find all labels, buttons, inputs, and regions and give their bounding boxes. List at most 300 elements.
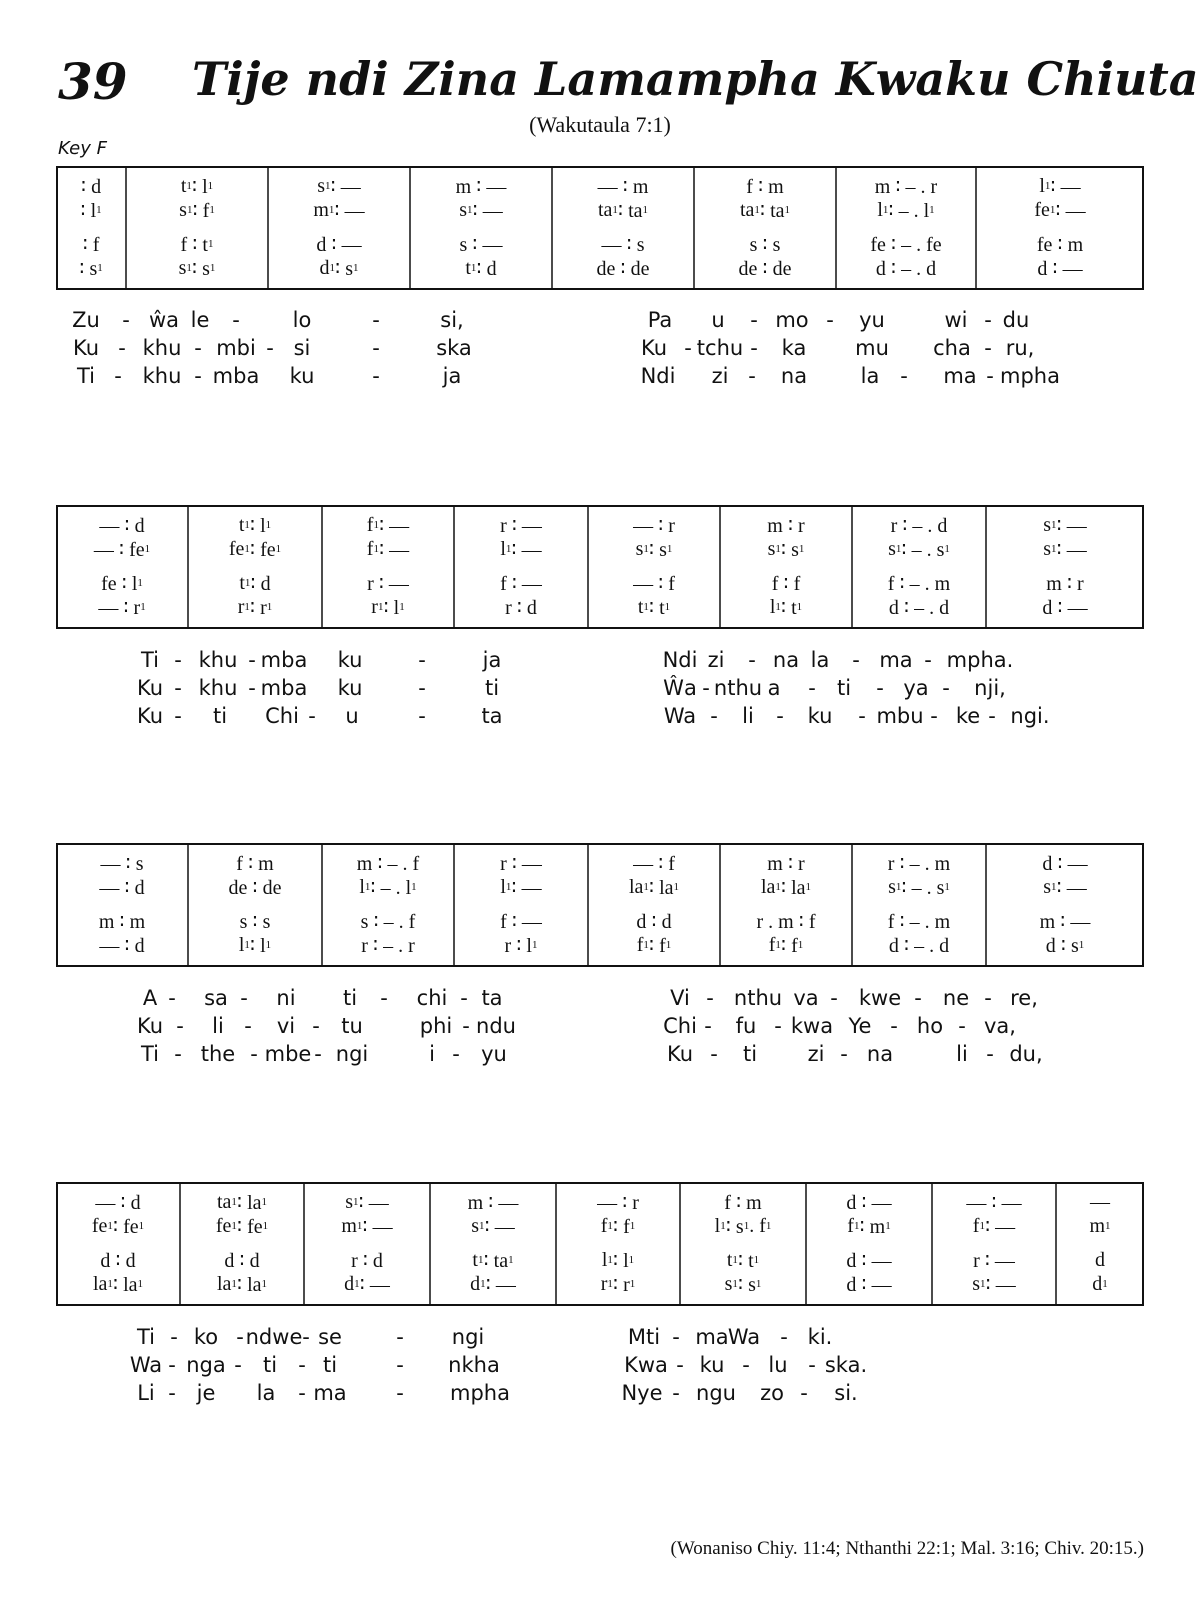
- lyric-syllable: lu: [768, 1353, 788, 1377]
- syllable-hyphen: -: [114, 364, 122, 388]
- lyric-syllable: li: [742, 704, 754, 728]
- solfa-cell: s ∶ s: [749, 233, 781, 256]
- solfa-cell: l 1 ∶ —: [500, 875, 542, 899]
- solfa-cell: f ∶ m: [236, 852, 274, 875]
- syllable-hyphen: -: [704, 1014, 712, 1038]
- syllable-hyphen: -: [858, 704, 866, 728]
- solfa-cell: fe ∶ – . fe: [870, 233, 942, 256]
- lyric-syllable: mbu: [876, 704, 924, 728]
- solfa-cell: f ∶ —: [500, 572, 542, 595]
- solfa-cell: s 1 ∶ —: [972, 1272, 1016, 1296]
- lyric-syllable: nji,: [974, 676, 1006, 700]
- syllable-hyphen: -: [266, 336, 274, 360]
- syllable-hyphen: -: [240, 986, 248, 1010]
- lyric-syllable: chi: [416, 986, 448, 1010]
- lyric-syllable: mba: [260, 648, 308, 672]
- syllable-hyphen: -: [672, 1325, 680, 1349]
- lyric-syllable: ti: [322, 1353, 338, 1377]
- solfa-cell: de ∶ de: [738, 257, 792, 280]
- lyric-syllable: la: [810, 648, 830, 672]
- syllable-hyphen: -: [984, 308, 992, 332]
- solfa-cell: d ∶ d: [636, 910, 672, 933]
- lyric-syllable: A: [142, 986, 158, 1010]
- syllable-hyphen: -: [986, 364, 994, 388]
- lyric-syllable: nkha: [448, 1353, 500, 1377]
- syllable-hyphen: -: [234, 1353, 242, 1377]
- lyric-syllable: yu: [481, 1042, 507, 1066]
- solfa-cell: d ∶ – . d: [888, 596, 950, 619]
- solfa-cell: d ∶ —: [316, 233, 362, 256]
- lyric-line: [0, 308, 1200, 336]
- lyric-syllable: si: [293, 336, 311, 360]
- solfa-cell: m ∶ r: [767, 514, 805, 537]
- lyric-line: [0, 1325, 1200, 1353]
- solfa-cell: r ∶ l 1: [504, 934, 538, 957]
- hymn-subtitle: (Wakutaula 7:1): [529, 112, 671, 137]
- solfa-cell: s ∶ —: [459, 233, 503, 256]
- solfa-cell: fe ∶ m: [1036, 233, 1084, 256]
- lyric-syllable: nthu: [713, 676, 763, 700]
- lyric-syllable: cha: [933, 336, 971, 360]
- lyric-syllable: Vi: [670, 986, 690, 1010]
- lyric-syllable: na: [780, 364, 808, 388]
- syllable-hyphen: -: [748, 364, 756, 388]
- solfa-cell: f 1 ∶ f 1: [600, 1214, 636, 1238]
- lyric-syllable: ta: [481, 704, 503, 728]
- lyric-syllable: ya: [903, 676, 929, 700]
- solfa-cell: fe 1 ∶ fe 1: [228, 537, 282, 561]
- lyric-syllable: Ku: [136, 1014, 164, 1038]
- solfa-cell: s 1 ∶ s 1: [724, 1272, 762, 1296]
- lyric-syllable: zi: [707, 648, 725, 672]
- lyric-syllable: mbi: [216, 336, 256, 360]
- lyric-syllable: li: [212, 1014, 224, 1038]
- lyric-syllable: mo: [775, 308, 809, 332]
- syllable-hyphen: -: [830, 986, 838, 1010]
- syllable-hyphen: -: [372, 308, 380, 332]
- syllable-hyphen: -: [748, 648, 756, 672]
- syllable-hyphen: -: [312, 1014, 320, 1038]
- lyric-syllable: si.: [834, 1381, 858, 1405]
- solfa-cell: r ∶ – . d: [890, 514, 948, 537]
- solfa-cell: l 1 ∶ —: [1039, 174, 1081, 198]
- music-system-2: [56, 505, 1144, 631]
- solfa-cell: m ∶ m: [98, 910, 146, 933]
- hymn-title: Tije ndi Zina Lamampha Kwaku Chiuta: [192, 52, 1199, 106]
- lyric-syllable: ja: [482, 648, 502, 672]
- lyric-syllable: Chi: [265, 704, 299, 728]
- lyric-syllable: Ti: [140, 1042, 160, 1066]
- solfa-cell: ta 1 ∶ ta 1: [739, 198, 791, 222]
- solfa-cell: m ∶ —: [455, 175, 507, 198]
- lyric-syllable: ku: [807, 704, 833, 728]
- lyric-syllable: fu: [735, 1014, 757, 1038]
- lyric-syllable: la: [256, 1381, 276, 1405]
- syllable-hyphen: -: [396, 1381, 404, 1405]
- lyric-line: [0, 648, 1200, 676]
- syllable-hyphen: -: [236, 1325, 244, 1349]
- solfa-cell: d ∶ —: [1037, 257, 1083, 280]
- solfa-cell: — ∶ m: [597, 175, 649, 198]
- solfa-cell: s 1 ∶ —: [317, 174, 361, 198]
- solfa-cell: la 1 ∶ la 1: [216, 1272, 268, 1296]
- syllable-hyphen: -: [194, 364, 202, 388]
- solfa-cell: r ∶ —: [973, 1249, 1015, 1272]
- syllable-hyphen: -: [986, 1042, 994, 1066]
- lyric-syllable: mbe: [264, 1042, 312, 1066]
- lyric-syllable: Ku: [72, 336, 100, 360]
- solfa-cell: m ∶ – . r: [874, 175, 938, 198]
- solfa-cell: f 1 ∶ m 1: [847, 1214, 891, 1238]
- solfa-cell: t 1 ∶ l 1: [238, 513, 272, 537]
- lyric-syllable: se: [318, 1325, 342, 1349]
- solfa-cell: f ∶ m: [746, 175, 784, 198]
- solfa-cell: l 1 ∶ t 1: [769, 595, 803, 619]
- syllable-hyphen: -: [750, 308, 758, 332]
- lyric-syllable: Ŵa: [663, 676, 697, 700]
- solfa-cell: f 1 ∶ —: [366, 537, 410, 561]
- syllable-hyphen: -: [742, 1353, 750, 1377]
- lyric-syllable: tu: [341, 1014, 363, 1038]
- syllable-hyphen: -: [250, 1042, 258, 1066]
- syllable-hyphen: -: [232, 308, 240, 332]
- syllable-hyphen: -: [248, 648, 256, 672]
- lyric-syllable: ndu: [476, 1014, 516, 1038]
- syllable-hyphen: -: [118, 336, 126, 360]
- syllable-hyphen: -: [418, 648, 426, 672]
- lyric-syllable: du,: [1009, 1042, 1043, 1066]
- solfa-cell: f 1 ∶ f 1: [768, 933, 804, 957]
- lyric-syllable: ke: [955, 704, 981, 728]
- solfa-cell: r ∶ —: [367, 572, 409, 595]
- solfa-cell: — ∶ f: [633, 852, 675, 875]
- syllable-hyphen: -: [750, 336, 758, 360]
- syllable-hyphen: -: [462, 1014, 470, 1038]
- lyric-syllable: le: [190, 308, 210, 332]
- music-system-3: [56, 843, 1144, 969]
- lyric-syllable: Ku: [136, 704, 164, 728]
- solfa-cell: r ∶ —: [500, 852, 542, 875]
- lyric-syllable: u: [711, 308, 725, 332]
- lyric-syllable: Zu: [72, 308, 100, 332]
- solfa-cell: ∶ l 1: [80, 199, 102, 222]
- lyric-syllable: mpha.: [946, 648, 1014, 672]
- lyric-syllable: si,: [440, 308, 464, 332]
- solfa-cell: m ∶ r: [767, 852, 805, 875]
- syllable-hyphen: -: [174, 676, 182, 700]
- solfa-cell: d ∶ —: [1042, 852, 1088, 875]
- solfa-cell: fe 1 ∶ —: [1034, 198, 1086, 222]
- lyric-syllable: mpha: [1000, 364, 1060, 388]
- syllable-hyphen: -: [168, 1381, 176, 1405]
- lyric-syllable: ko: [193, 1325, 219, 1349]
- syllable-hyphen: -: [170, 1325, 178, 1349]
- lyric-syllable: Mti: [627, 1325, 661, 1349]
- lyric-syllable: ti: [836, 676, 852, 700]
- lyric-syllable: a: [767, 676, 781, 700]
- lyric-syllable: ndwe: [245, 1325, 303, 1349]
- syllable-hyphen: -: [174, 704, 182, 728]
- solfa-cell: f ∶ —: [500, 910, 542, 933]
- solfa-cell: s 1 ∶ s 1: [178, 256, 216, 280]
- lyric-syllable: lo: [292, 308, 312, 332]
- syllable-hyphen: -: [900, 364, 908, 388]
- lyric-syllable: khu: [142, 336, 182, 360]
- lyric-syllable: mpha: [450, 1381, 510, 1405]
- syllable-hyphen: -: [174, 648, 182, 672]
- solfa-cell: ta 1 ∶ la 1: [216, 1190, 268, 1214]
- solfa-cell: f ∶ – . m: [887, 572, 951, 595]
- lyric-syllable: ma: [943, 364, 977, 388]
- syllable-hyphen: -: [168, 986, 176, 1010]
- solfa-cell: d 1 ∶ s 1: [319, 256, 359, 280]
- solfa-cell: — ∶ f: [633, 572, 675, 595]
- lyric-syllable: Ndi: [662, 648, 698, 672]
- syllable-hyphen: -: [122, 308, 130, 332]
- solfa-cell: r ∶ – . r: [361, 934, 415, 957]
- solfa-cell: — ∶ d: [99, 934, 145, 957]
- syllable-hyphen: -: [710, 1042, 718, 1066]
- solfa-cell: s 1 ∶ – . s 1: [888, 537, 950, 561]
- solfa-cell: l 1 ∶ —: [500, 537, 542, 561]
- syllable-hyphen: -: [248, 676, 256, 700]
- solfa-cell: d ∶ d: [100, 1249, 136, 1272]
- lyric-syllable: Chi: [663, 1014, 697, 1038]
- syllable-hyphen: -: [676, 1353, 684, 1377]
- solfa-cell: f ∶ f: [771, 572, 801, 595]
- solfa-cell: m ∶ – . f: [356, 852, 420, 875]
- solfa-cell: — ∶ —: [966, 1191, 1022, 1214]
- lyric-syllable: du: [1002, 308, 1030, 332]
- syllable-hyphen: -: [174, 1042, 182, 1066]
- solfa-cell: — ∶ d: [99, 876, 145, 899]
- lyric-syllable: ti: [742, 1042, 758, 1066]
- solfa-cell: s ∶ s: [239, 910, 271, 933]
- syllable-hyphen: -: [418, 704, 426, 728]
- lyric-syllable: Pa: [647, 308, 673, 332]
- solfa-cell: s ∶ – . f: [360, 910, 416, 933]
- syllable-hyphen: -: [396, 1325, 404, 1349]
- lyric-line: [0, 676, 1200, 704]
- lyric-syllable: Wa: [129, 1353, 163, 1377]
- syllable-hyphen: -: [774, 1014, 782, 1038]
- lyric-line: [0, 364, 1200, 392]
- solfa-cell: la 1 ∶ la 1: [760, 875, 812, 899]
- lyric-syllable: ŵa: [148, 308, 180, 332]
- solfa-cell: d: [1095, 1248, 1105, 1271]
- solfa-cell: fe 1 ∶ fe 1: [91, 1214, 145, 1238]
- lyric-syllable: khu: [198, 648, 238, 672]
- lyric-syllable: u: [345, 704, 359, 728]
- lyric-syllable: ska: [436, 336, 472, 360]
- syllable-hyphen: -: [372, 336, 380, 360]
- syllable-hyphen: -: [314, 1042, 322, 1066]
- solfa-cell: f 1 ∶ —: [972, 1214, 1016, 1238]
- solfa-cell: d ∶ s 1: [1045, 934, 1085, 957]
- lyric-syllable: kwe: [858, 986, 902, 1010]
- syllable-hyphen: -: [800, 1381, 808, 1405]
- solfa-cell: d ∶ d: [224, 1249, 260, 1272]
- solfa-cell: t 1 ∶ t 1: [726, 1248, 760, 1272]
- lyric-syllable: ngi: [335, 1042, 369, 1066]
- lyric-syllable: Kwa: [624, 1353, 668, 1377]
- lyric-syllable: nthu: [733, 986, 783, 1010]
- lyric-line: [0, 704, 1200, 732]
- lyric-syllable: kwa: [790, 1014, 834, 1038]
- lyric-syllable: ja: [442, 364, 462, 388]
- solfa-cell: ∶ f: [82, 233, 100, 256]
- lyric-syllable: Nye: [621, 1381, 663, 1405]
- lyric-syllable: re,: [1010, 986, 1038, 1010]
- syllable-hyphen: -: [710, 704, 718, 728]
- solfa-cell: s 1 ∶ f 1: [179, 198, 215, 222]
- solfa-cell: l 1 ∶ – . l 1: [877, 198, 935, 222]
- lyric-syllable: ti: [212, 704, 228, 728]
- lyric-syllable: Ndi: [640, 364, 676, 388]
- lyric-syllable: la: [860, 364, 880, 388]
- lyric-syllable: zi: [711, 364, 729, 388]
- lyric-syllable: Li: [137, 1381, 155, 1405]
- solfa-cell: d 1 ∶ —: [344, 1272, 390, 1296]
- solfa-cell: f ∶ m: [724, 1191, 762, 1214]
- solfa-cell: r 1 ∶ r 1: [237, 595, 273, 619]
- solfa-cell: d ∶ —: [1042, 596, 1088, 619]
- lyric-line: [0, 1353, 1200, 1381]
- solfa-cell: — ∶ d: [95, 1191, 141, 1214]
- syllable-hyphen: -: [298, 1381, 306, 1405]
- syllable-hyphen: -: [194, 336, 202, 360]
- solfa-cell: s 1 ∶ – . s 1: [888, 875, 950, 899]
- solfa-cell: ∶ s 1: [79, 257, 103, 280]
- lyric-line: [0, 1042, 1200, 1070]
- solfa-cell: r ∶ – . m: [887, 852, 951, 875]
- solfa-cell: l 1 ∶ – . l 1: [359, 875, 417, 899]
- solfa-cell: — ∶ s: [100, 852, 144, 875]
- syllable-hyphen: -: [176, 1014, 184, 1038]
- solfa-cell: ta 1 ∶ ta 1: [597, 198, 649, 222]
- solfa-cell: fe ∶ l 1: [101, 572, 143, 595]
- hymn-number: 39: [58, 52, 128, 111]
- lyric-syllable: Ku: [666, 1042, 694, 1066]
- syllable-hyphen: -: [298, 1353, 306, 1377]
- solfa-cell: m ∶ —: [1039, 910, 1091, 933]
- syllable-hyphen: -: [924, 648, 932, 672]
- lyric-line: [0, 336, 1200, 364]
- syllable-hyphen: -: [684, 336, 692, 360]
- lyric-syllable: mu: [855, 336, 889, 360]
- solfa-cell: s 1 ∶ s 1: [635, 537, 673, 561]
- solfa-cell: d ∶ – . d: [888, 934, 950, 957]
- lyric-syllable: tchu: [696, 336, 744, 360]
- solfa-cell: — ∶ fe 1: [93, 538, 151, 561]
- lyric-syllable: vi: [276, 1014, 296, 1038]
- lyric-syllable: nga: [186, 1353, 226, 1377]
- solfa-cell: r ∶ d: [505, 596, 537, 619]
- syllable-hyphen: -: [958, 1014, 966, 1038]
- solfa-cell: l 1 ∶ s 1 . f 1: [714, 1214, 772, 1238]
- solfa-cell: — ∶ s: [601, 233, 645, 256]
- syllable-hyphen: -: [984, 986, 992, 1010]
- music-system-1: [56, 166, 1144, 292]
- solfa-cell: s 1 ∶ —: [459, 198, 503, 222]
- lyric-syllable: ki.: [807, 1325, 833, 1349]
- syllable-hyphen: -: [852, 648, 860, 672]
- solfa-cell: f ∶ – . m: [887, 910, 951, 933]
- solfa-cell: m ∶ —: [467, 1191, 519, 1214]
- solfa-cell: r 1 ∶ r 1: [600, 1272, 636, 1296]
- syllable-hyphen: -: [840, 1042, 848, 1066]
- lyric-syllable: ti: [342, 986, 358, 1010]
- syllable-hyphen: -: [418, 676, 426, 700]
- lyric-syllable: ku: [289, 364, 315, 388]
- lyric-syllable: ngu: [696, 1381, 736, 1405]
- solfa-cell: t 1 ∶ d: [465, 256, 497, 280]
- lyric-syllable: ma: [695, 1325, 729, 1349]
- solfa-cell: t 1 ∶ l 1: [180, 174, 214, 198]
- lyric-line: [0, 1381, 1200, 1409]
- lyric-syllable: ne: [942, 986, 970, 1010]
- solfa-cell: fe 1 ∶ fe 1: [215, 1214, 269, 1238]
- solfa-cell: —: [1090, 1190, 1110, 1213]
- syllable-hyphen: -: [372, 364, 380, 388]
- lyric-syllable: ti: [484, 676, 500, 700]
- solfa-cell: de ∶ de: [596, 257, 650, 280]
- solfa-cell: m 1 ∶ —: [341, 1214, 393, 1238]
- syllable-hyphen: -: [808, 676, 816, 700]
- lyric-syllable: ngi: [451, 1325, 485, 1349]
- lyric-syllable: mba: [260, 676, 308, 700]
- solfa-cell: la 1 ∶ la 1: [628, 875, 680, 899]
- lyric-syllable: khu: [198, 676, 238, 700]
- solfa-cell: — ∶ d: [99, 514, 145, 537]
- lyric-syllable: ta: [481, 986, 503, 1010]
- lyric-syllable: ngi.: [1010, 704, 1050, 728]
- syllable-hyphen: -: [930, 704, 938, 728]
- lyric-syllable: phi: [419, 1014, 453, 1038]
- syllable-hyphen: -: [396, 1353, 404, 1377]
- lyric-syllable: ma: [879, 648, 913, 672]
- lyric-syllable: Wa: [663, 704, 697, 728]
- syllable-hyphen: -: [826, 308, 834, 332]
- lyric-syllable: ka: [781, 336, 807, 360]
- lyric-syllable: sa: [204, 986, 228, 1010]
- solfa-cell: r ∶ —: [500, 514, 542, 537]
- syllable-hyphen: -: [302, 1325, 310, 1349]
- solfa-cell: r 1 ∶ l 1: [371, 595, 405, 619]
- key-signature: Key F: [58, 138, 107, 159]
- solfa-cell: d ∶ —: [846, 1249, 892, 1272]
- solfa-cell: r . m ∶ f: [756, 910, 816, 933]
- syllable-hyphen: -: [776, 704, 784, 728]
- solfa-cell: s 1 ∶ —: [471, 1214, 515, 1238]
- lyric-syllable: i: [429, 1042, 435, 1066]
- solfa-cell: m 1 ∶ —: [313, 198, 365, 222]
- syllable-hyphen: -: [168, 1353, 176, 1377]
- lyric-syllable: the: [200, 1042, 236, 1066]
- lyric-syllable: ku: [337, 676, 363, 700]
- lyric-syllable: Ku: [136, 676, 164, 700]
- solfa-cell: s 1 ∶ —: [1043, 513, 1087, 537]
- solfa-cell: f 1 ∶ —: [366, 513, 410, 537]
- lyric-syllable: va,: [984, 1014, 1016, 1038]
- lyric-syllable: ma: [313, 1381, 347, 1405]
- solfa-cell: r ∶ d: [351, 1249, 383, 1272]
- solfa-cell: t 1 ∶ d: [239, 571, 271, 595]
- solfa-cell: s 1 ∶ —: [345, 1190, 389, 1214]
- solfa-cell: d ∶ – . d: [875, 257, 937, 280]
- syllable-hyphen: -: [988, 704, 996, 728]
- lyric-syllable: je: [196, 1381, 216, 1405]
